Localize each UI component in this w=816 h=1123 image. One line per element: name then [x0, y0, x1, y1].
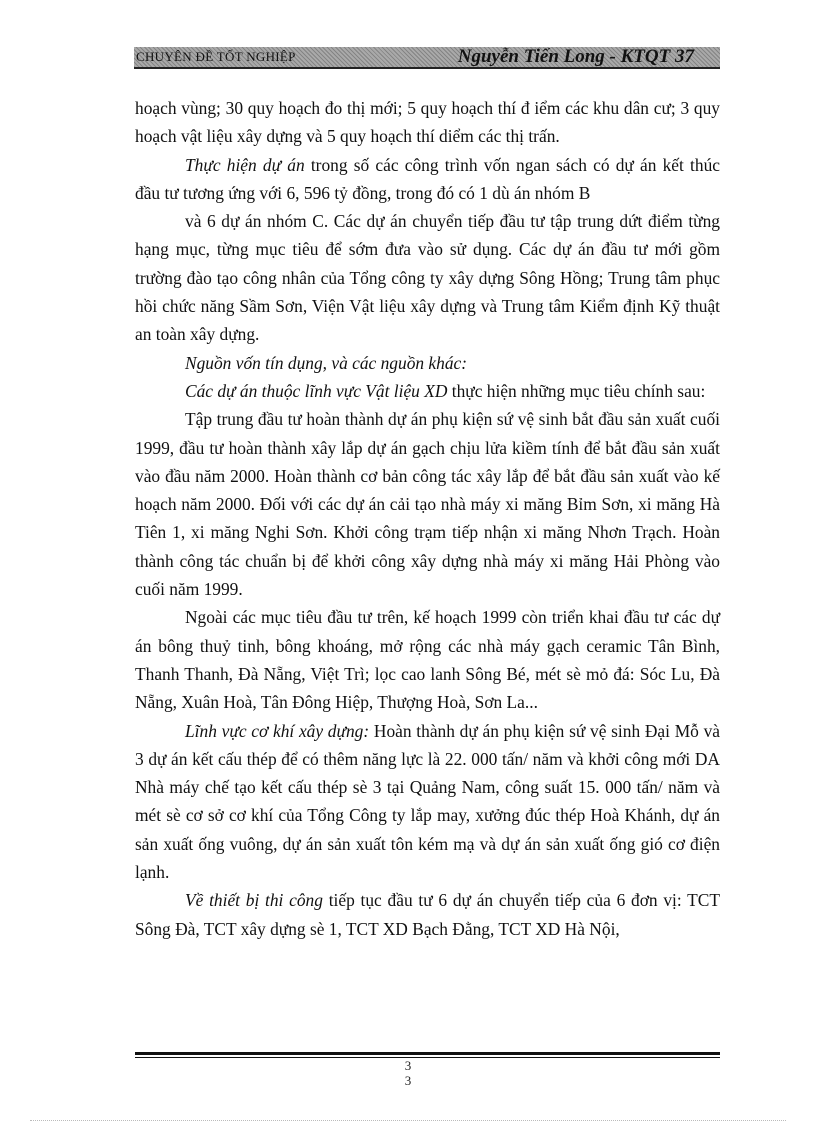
paragraph: và 6 dự án nhóm C. Các dự án chuyển tiếp đầu tư tập trung dứt điểm từng hạng mục, từng mục tiêu để sớm đưa vào sử dụng. Các dự án đầu tư mới gồm trường đào tạo công nhân của Tổng công ty xây dựng Sông Hồng; Trung tâm phục hồi chức năng Sầm Sơn, Viện Vật liệu xây dựng và Trung tâm Kiểm định Kỹ thuật an toàn xây dựng.: [135, 211, 720, 345]
paragraph: Về thiết bị thi công tiếp tục đầu tư 6 dự án chuyển tiếp của 6 đơn vị: TCT Sông Đà, TCT xây dựng sè 1, TCT XD Bạch Đằng, TCT XD Hà Nội,: [135, 890, 720, 939]
paragraph: Tập trung đầu tư hoàn thành dự án phụ kiện sứ vệ sinh bắt đầu sản xuất cuối 1999, đầu tư hoàn thành xây lắp dự án gạch chịu lửa kiềm tính để bắt đầu sản xuất vào đầu năm 2000. Hoàn thành cơ bản công tác xây lắp để bắt đầu sản xuất vào kế hoạch năm 2000. Đối với các dự án cải tạo nhà máy xi măng Bỉm Sơn, xi măng Hà Tiên 1, xi măng Nghi Sơn. Khởi công trạm tiếp nhận xi măng Nhơn Trạch. Hoàn thành công tác chuẩn bị để khởi công xây dựng nhà máy xi măng Hải Phòng vào cuối năm 1999.: [135, 409, 720, 600]
document-body: [135, 94, 720, 943]
page-edge: [30, 1120, 786, 1121]
header-author: Nguyễn Tiến Long - KTQT 37: [457, 46, 694, 67]
paragraph: Các dự án thuộc lĩnh vực Vật liệu XD thực hiện những mục tiêu chính sau:: [185, 380, 706, 401]
header-title: CHUYÊN ĐỀ TỐT NGHIỆP: [136, 49, 296, 64]
paragraph: Thực hiện dự án trong số các công trình vốn ngan sách có dự án kết thúc đầu tư tương ứng với 6, 596 tỷ đồng, trong đó có 1 dù án nhóm B: [135, 154, 720, 203]
paragraph: Ngoài các mục tiêu đầu tư trên, kế hoạch 1999 còn triển khai đầu tư các dự án bông thuỷ tinh, bông khoáng, mở rộng các nhà máy gạch ceramic Tân Bình, Thanh Thanh, Đà Nẵng, Việt Trì; lọc cao lanh Sông Bé, mét sè mỏ đá: Sóc Lu, Đà Nẵng, Xuân Hoà, Tân Đông Hiệp, Thượng Hoà, Sơn La...: [135, 607, 720, 713]
page-number-secondary: 3: [404, 1073, 412, 1088]
section-heading: Nguồn vốn tín dụng, và các nguồn khác:: [185, 352, 468, 373]
page-number: 3: [404, 1058, 412, 1073]
paragraph: hoạch vùng; 30 quy hoạch đo thị mới; 5 quy hoạch thí đ iểm các khu dân cư; 3 quy hoạch vật liệu xây dựng và 5 quy hoạch thí diểm các thị trấn.: [135, 98, 720, 147]
page-header: [134, 47, 720, 69]
footer-rule: [135, 1052, 720, 1055]
paragraph: Lĩnh vực cơ khí xây dựng: Hoàn thành dự án phụ kiện sứ vệ sinh Đại Mỗ và 3 dự án kết cấu thép để có thêm năng lực là 22. 000 tấn/ năm và khởi công mới DA Nhà máy chế tạo kết cấu thép sè 3 tại Quảng Nam, công suất 15. 000 tấn/ năm và mét sè cơ sở cơ khí của Tổng Công ty lắp may, xưởng đúc thép Hoà Khánh, dự án sản xuất ống vuông, dự án sản xuất tôn kém mạ và dự án sản xuất ống gió cơ điện lạnh.: [135, 720, 720, 883]
